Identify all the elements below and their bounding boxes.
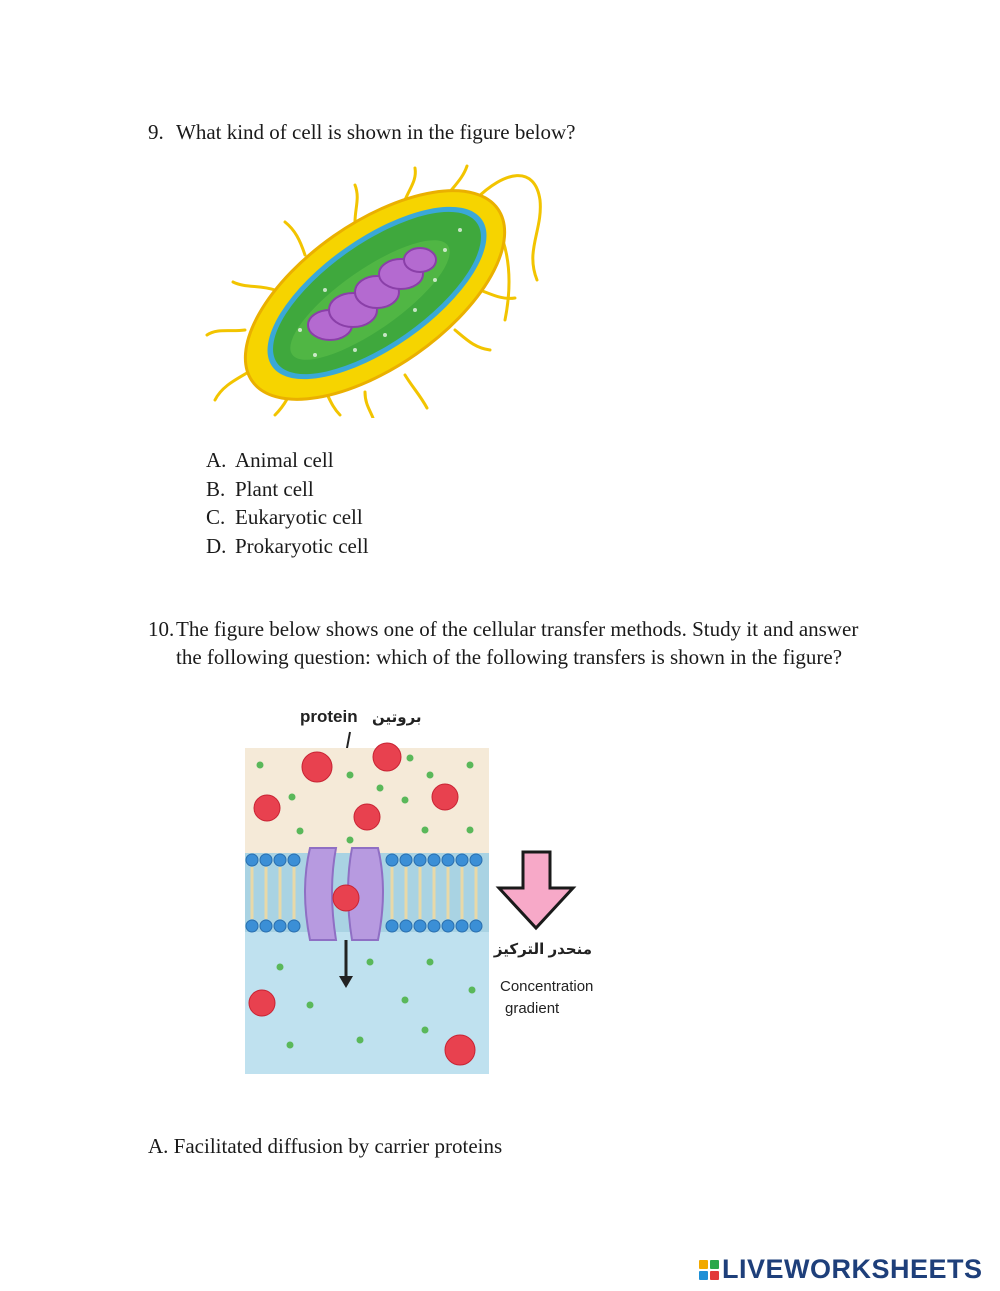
membrane-transport-figure [240,700,620,1080]
question-10-title [148,615,878,671]
question-9-title [148,118,575,146]
gradient-label-line2: gradient [505,1000,560,1017]
option-c[interactable]: C. Eukaryotic cell [206,505,363,529]
channel-protein-left [305,848,336,940]
question-10-number: 10. [148,617,175,641]
question-10-answer-a[interactable]: A. Facilitated diffusion by carrier proteins [148,1134,503,1158]
question-9-options [206,446,369,560]
question-9-number: 9. [148,120,164,144]
bacterium-figure [205,160,550,418]
liveworksheets-logo [699,1254,983,1285]
protein-label-ar: بروتين [372,709,422,726]
question-10-text: The figure below shows one of the cellular transfer methods. Study it and answer the following question: which of the following transfers is shown in the figure? [176,617,859,669]
logo-mark-icon [699,1260,719,1280]
protein-label: protein [300,707,358,726]
option-a[interactable]: A. Animal cell [206,448,334,472]
logo-text: LIVEWORKSHEETS [722,1254,983,1284]
gradient-label-line1: Concentration [500,978,594,995]
question-9-text: What kind of cell is shown in the figure below? [176,120,576,144]
concentration-gradient-arrow [499,852,573,928]
option-b[interactable]: B. Plant cell [206,476,314,501]
gradient-label-ar: منحدر التركيز [493,941,592,958]
option-d[interactable]: D. Prokaryotic cell [206,533,369,558]
